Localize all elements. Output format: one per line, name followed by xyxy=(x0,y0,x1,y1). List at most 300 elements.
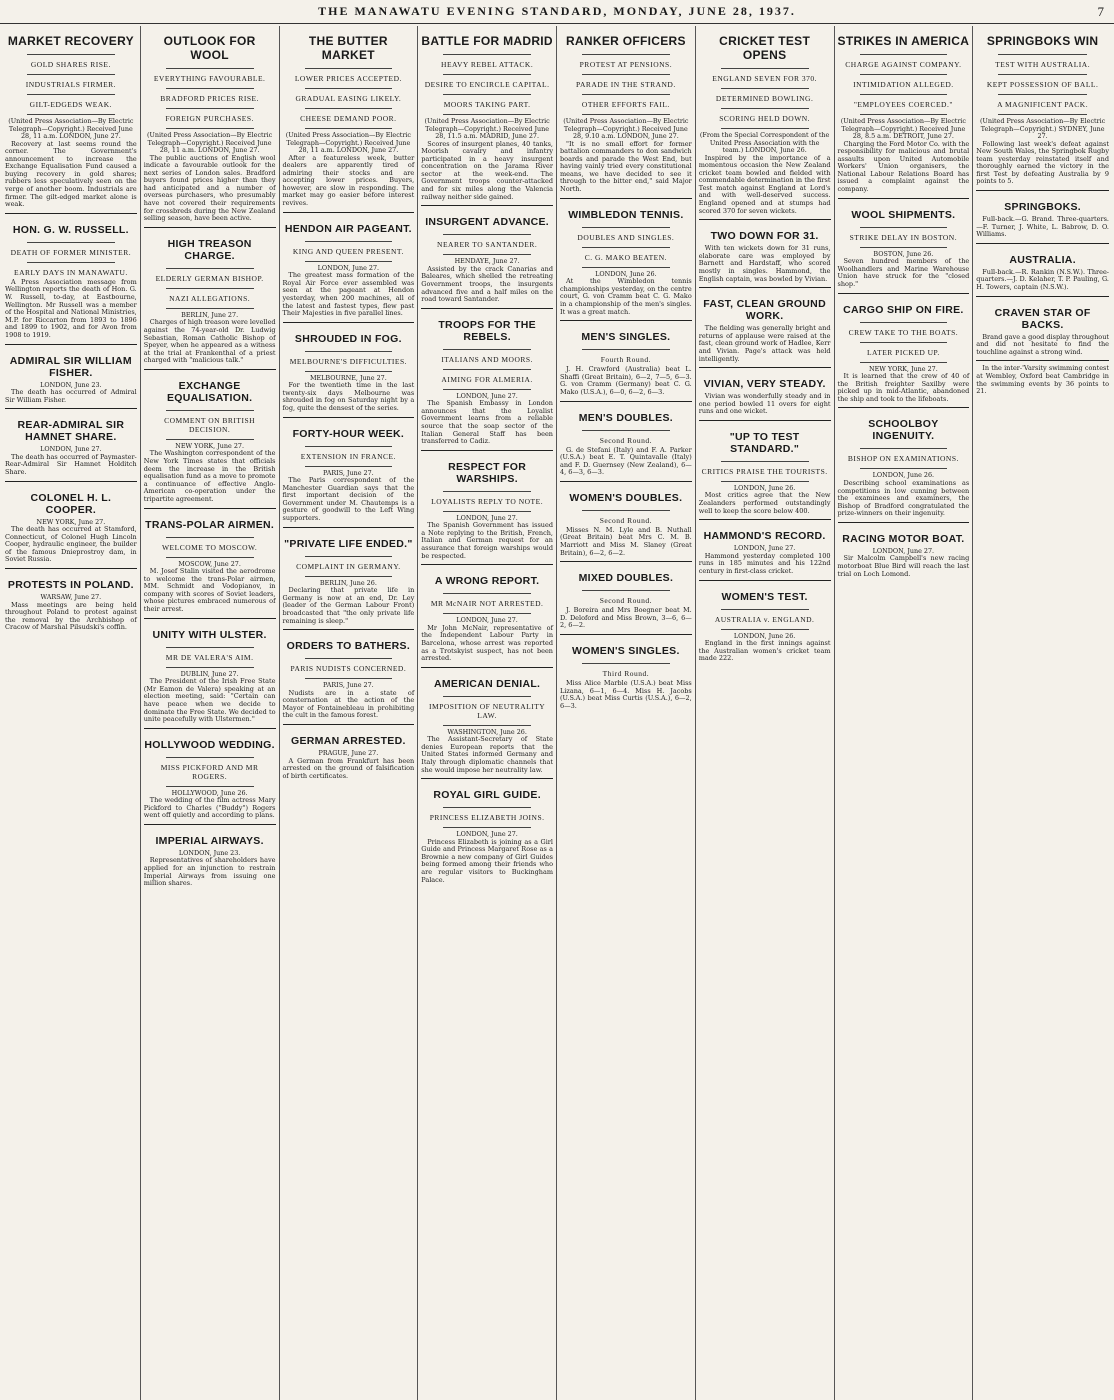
column-divider xyxy=(976,243,1109,244)
divider xyxy=(443,94,531,95)
subheadline: GILT-EDGEDS WEAK. xyxy=(29,100,113,109)
subheadline: AIMING FOR ALMERIA. xyxy=(441,374,533,384)
column-divider xyxy=(144,824,276,825)
article-body: J. H. Crawford (Australia) beat L. Shaffi (Great Britain), 6—2, 7—5, 6—3. G. von Cramm (Germany) beat C. G. Mako (U.S.A.), 6—0, 6—2, 6—3. xyxy=(560,365,692,396)
divider xyxy=(443,827,531,828)
article xyxy=(560,316,692,396)
column-divider xyxy=(560,481,692,482)
page-number: 7 xyxy=(1097,3,1104,19)
article-body: In the inter-'Varsity swimming contest at Wembley, Oxford beat Cambridge in the swimming events by 36 points to 21. xyxy=(976,364,1109,396)
dateline: MELBOURNE, June 27. xyxy=(309,373,387,382)
column-divider xyxy=(144,369,276,370)
article xyxy=(421,663,553,774)
divider xyxy=(166,410,254,411)
divider xyxy=(305,556,393,557)
headline: CRAVEN STAR OF BACKS. xyxy=(994,306,1091,331)
article-body: Miss Alice Marble (U.S.A.) beat Miss Lizana, 6—1, 6—4. Miss H. Jacobs (U.S.A.) beat Miss Curtis (U.S.A.), 6—2, 6—3. xyxy=(560,679,692,710)
headline: COLONEL H. L. COOPER. xyxy=(30,491,112,516)
dateline: LONDON, June 27. xyxy=(456,830,518,839)
subheadline: LOWER PRICES ACCEPTED. xyxy=(294,74,402,83)
article xyxy=(283,523,415,625)
article xyxy=(283,625,415,720)
divider xyxy=(27,242,115,243)
article xyxy=(283,413,415,523)
article xyxy=(976,26,1109,186)
divider xyxy=(860,54,948,55)
divider xyxy=(582,94,670,95)
column-divider xyxy=(699,519,831,520)
divider xyxy=(860,227,948,228)
article xyxy=(838,289,970,404)
article xyxy=(144,820,276,888)
article xyxy=(560,194,692,316)
article xyxy=(699,215,831,283)
article xyxy=(421,446,553,560)
headline: REAR-ADMIRAL SIR HAMNET SHARE. xyxy=(17,419,125,444)
article xyxy=(5,26,137,209)
divider xyxy=(582,54,670,55)
divider xyxy=(305,446,393,447)
article xyxy=(283,208,415,318)
headline: WOOL SHIPMENTS. xyxy=(851,208,956,221)
subheadline: PROTEST AT PENSIONS. xyxy=(579,60,673,69)
headline: WOMEN'S SINGLES. xyxy=(572,645,680,658)
article-body: The Washington correspondent of the New York Times states that officials deem the increase in the British equalisation fund as a move to promote a continuance of effective Anglo-American co-operation under the tripartite agreement. xyxy=(143,449,276,503)
divider xyxy=(27,74,115,75)
divider xyxy=(305,88,393,89)
divider xyxy=(166,557,254,558)
article-body: The fielding was generally bright and returns of applause were raised at the fast, clean ground work of Hadlee, Kerr and Vivian. Page's attack was held intelligently. xyxy=(698,324,831,363)
news-column-7 xyxy=(835,26,974,1400)
column-divider xyxy=(283,322,415,323)
article-body: A Press Association message from Wellington reports the death of Hon. G. W. Russell, to-day, at Eastbourne, Wellington. Mr Russell was a member of the Hospital and National Ministries, M.P. for Riccarton from 1893 to 1896 and 1899 to 1902, and for Avon from 1908 to 1919. xyxy=(5,277,137,339)
divider xyxy=(860,74,948,75)
divider xyxy=(721,629,809,630)
article xyxy=(699,283,831,363)
column-divider xyxy=(5,344,137,345)
article-body: The public auctions of English wool indicate a favourable outlook for the next series of London sales. Bradford buyers found prices higher than they had anticipated and a number of overseas purchasers, who presumably have not covered their requirements for crossbreds during the New Zealand selling season, have been active. xyxy=(143,153,276,223)
divider xyxy=(305,241,393,242)
article xyxy=(144,614,276,724)
headline: FORTY-HOUR WEEK. xyxy=(292,427,405,440)
article-body: G. de Stefani (Italy) and F. A. Parker (U.S.A.) beat E. T. Quintavalle (Italy) and F. D. Guernsey (New Zealand), 6—4, 6—3, 6—3. xyxy=(560,445,692,477)
dateline: MOSCOW, June 27. xyxy=(178,559,241,568)
article-body: A German from Frankfurt has been arrested on the ground of falsification of birth certificates. xyxy=(282,756,415,780)
article xyxy=(5,209,137,340)
subheadline: Third Round. xyxy=(602,669,650,679)
article xyxy=(5,564,137,632)
dateline: (United Press Association—By Electric Telegraph—Copyright.) Received June 28, 11 a.m. LONDON, June 27. xyxy=(146,131,273,154)
divider xyxy=(582,247,670,248)
headline: SPRINGBOKS WIN xyxy=(986,34,1099,48)
subheadline: INDUSTRIALS FIRMER. xyxy=(25,80,117,89)
divider xyxy=(860,342,948,343)
column-divider xyxy=(838,293,970,294)
news-column-4 xyxy=(418,26,557,1400)
article-body: Nudists are in a state of consternation at the action of the Mayor of Fontainebleau in prohibiting the cult in the famous forest. xyxy=(282,688,415,720)
article xyxy=(144,26,276,223)
dateline: LONDON, June 27. xyxy=(456,391,518,400)
column-divider xyxy=(838,407,970,408)
subheadline: EARLY DAYS IN MANAWATU. xyxy=(13,267,128,277)
dateline: LONDON, June 26. xyxy=(733,483,796,492)
dateline: LONDON, June 27. xyxy=(40,445,102,454)
article-body: The death has occurred of Admiral Sir William Fisher. xyxy=(5,388,137,404)
news-columns xyxy=(2,26,1112,1400)
divider xyxy=(582,227,670,228)
divider xyxy=(860,247,948,248)
news-column-5 xyxy=(557,26,696,1400)
dateline: HENDAYE, June 27. xyxy=(454,257,520,266)
headline: VIVIAN, VERY STEADY. xyxy=(703,378,826,391)
column-divider xyxy=(144,508,276,509)
subheadline: COMPLAINT IN GERMANY. xyxy=(296,561,401,571)
column-divider xyxy=(699,580,831,581)
subheadline: EXTENSION IN FRANCE. xyxy=(300,451,396,461)
article xyxy=(560,26,692,194)
divider xyxy=(443,369,531,370)
divider xyxy=(860,448,948,449)
headline: OUTLOOK FOR WOOL xyxy=(163,34,256,62)
dateline: LONDON, June 27. xyxy=(456,616,518,625)
divider xyxy=(582,267,670,268)
article xyxy=(699,363,831,416)
headline: GERMAN ARRESTED. xyxy=(291,735,406,747)
divider xyxy=(582,430,670,431)
divider xyxy=(860,322,948,323)
divider xyxy=(166,308,254,309)
article-body: Following last week's defeat against New South Wales, the Springbok Rugby team yesterday reinstated itself and thoroughly earned the victory in the first Test by defeating Australia by 9 points to 5. xyxy=(976,139,1109,186)
column-divider xyxy=(144,618,276,619)
headline: AUSTRALIA. xyxy=(1009,253,1076,266)
divider xyxy=(721,481,809,482)
headline: RACING MOTOR BOAT. xyxy=(842,532,965,545)
article-body: Inspired by the importance of a momentous occasion the New Zealand cricket team bowled and fielded with commendable determination in the first Test match against England at Lord's and with well-deserved success. England opened and at stumps had scored 370 for seven wickets. xyxy=(698,153,831,215)
article-body: The Spanish Embassy in London announces that the Loyalist Government learns from a reliable source that the soap sector of the Italian General Staff has been transferred to Cadiz. xyxy=(421,399,553,446)
divider xyxy=(443,234,531,235)
headline: TWO DOWN FOR 31. xyxy=(710,230,819,243)
divider xyxy=(166,68,254,69)
article xyxy=(838,194,970,289)
column-divider xyxy=(560,320,692,321)
dateline: LONDON, June 27. xyxy=(733,544,796,553)
headline: AMERICAN DENIAL. xyxy=(433,677,541,690)
subheadline: Second Round. xyxy=(599,515,653,525)
article-body: Declaring that private life in Germany is now at an end, Dr. Ley (leader of the German Labour Front) broadcasted that "the only private life remaining is sleep." xyxy=(282,586,415,625)
dateline: (United Press Association—By Electric Telegraph—Copyright.) Received June 28, 11 a.m. LONDON, June 27. xyxy=(285,131,412,154)
article-body: "It is no small effort for former battalion commanders to don sandwich boards and parade the West End, but having vainly tried every constitutional means, we have decided to see it through to the bitter end," said Major North. xyxy=(560,139,692,194)
headline: EXCHANGE EQUALISATION. xyxy=(166,379,253,404)
article-body: M. Josef Stalin visited the aerodrome to welcome the trans-Polar airmen, MM. Schmidt and Vodopianov, in company with scores of Soviet leaders, whose pictures embraced numerous of their arrest. xyxy=(143,567,276,614)
article xyxy=(838,518,970,578)
subheadline: NAZI ALLEGATIONS. xyxy=(169,293,251,303)
dateline: LONDON, June 26. xyxy=(733,631,796,640)
divider xyxy=(582,590,670,591)
article-body: Princess Elizabeth is joining as a Girl Guide and Princess Margaret Rose as a Brownie a new company of Girl Guides being formed among their friends who are regular visitors to Buckingham Palace. xyxy=(421,837,553,884)
column-divider xyxy=(283,527,415,528)
article-body: Misses N. M. Lyle and B. Nuthall (Great Britain) beat Mrs C. M. B. Marriott and Miss M. Slaney (Great Britain), 6—2, 6—2. xyxy=(560,525,692,557)
article-body: The wedding of the film actress Mary Pickford to Charles ("Buddy") Rogers went off quietly and according to plans. xyxy=(143,796,276,820)
article xyxy=(699,576,831,663)
headline: STRIKES IN AMERICA xyxy=(837,34,970,48)
subheadline: MR DE VALERA'S AIM. xyxy=(165,652,254,662)
dateline: WASHINGTON, June 26. xyxy=(447,727,527,736)
article xyxy=(5,340,137,405)
subheadline: CHARGE AGAINST COMPANY. xyxy=(845,60,962,69)
column-divider xyxy=(5,481,137,482)
article-body: Hammond yesterday completed 100 runs in 185 minutes and his 122nd century in first-class cricket. xyxy=(698,551,831,575)
divider xyxy=(305,466,393,467)
column-divider xyxy=(5,408,137,409)
divider xyxy=(860,362,948,363)
divider xyxy=(305,371,393,372)
divider xyxy=(582,510,670,511)
divider xyxy=(443,613,531,614)
divider xyxy=(27,94,115,95)
subheadline: KEPT POSSESSION OF BALL. xyxy=(986,80,1099,89)
divider xyxy=(443,725,531,726)
article-body: Most critics agree that the New Zealanders performed outstandingly well to keep the score below 400. xyxy=(698,491,831,515)
divider xyxy=(443,696,531,697)
column-divider xyxy=(283,417,415,418)
masthead xyxy=(0,0,1114,24)
column-divider xyxy=(838,522,970,523)
divider xyxy=(998,114,1087,115)
subheadline: GRADUAL EASING LIKELY. xyxy=(295,94,402,103)
article xyxy=(421,201,553,303)
headline: A WRONG REPORT. xyxy=(434,575,540,588)
dateline: PRAGUE, June 27. xyxy=(318,749,379,757)
dateline: (United Press Association—By Electric Telegraph—Copyright.) Received June 28, 8.5 a.m. DETROIT, June 27. xyxy=(840,117,967,140)
news-column-1 xyxy=(2,26,141,1400)
article xyxy=(838,403,970,517)
subheadline: A MAGNIFICENT PACK. xyxy=(997,100,1089,109)
dateline: LONDON, June 23. xyxy=(178,848,241,857)
headline: RANKER OFFICERS xyxy=(565,34,686,48)
headline: "UP TO TEST STANDARD." xyxy=(729,430,800,455)
subheadline: GOLD SHARES RISE. xyxy=(30,60,111,69)
article-body: Full-back.—R. Rankin (N.S.W.). Three-quarters.—J. D. Kelaher, T. P. Pauling, G. H. Towers, captain (N.S.W.). xyxy=(976,267,1109,292)
subheadline: AUSTRALIA v. ENGLAND. xyxy=(714,614,815,624)
article xyxy=(838,26,970,194)
article-body: The Assistant-Secretary of State denies European reports that the United States informed Germany and Italy through diplomatic channels that she would impose her neutrality law. xyxy=(421,735,553,774)
headline: ROYAL GIRL GUIDE. xyxy=(433,789,541,802)
subheadline: ITALIANS AND MOORS. xyxy=(441,354,533,364)
divider xyxy=(305,68,393,69)
article-body: Brand gave a good display throughout and did not hesitate to find the touchline against a strong wind. xyxy=(976,332,1109,356)
headline: TRANS-POLAR AIRMEN. xyxy=(145,518,275,531)
headline: UNITY WITH ULSTER. xyxy=(152,628,267,641)
article-body: The death has occurred at Stamford, Connecticut, of Colonel Hugh Lincoln Cooper, hydraulic engineer, the builder of the famous Dnieprostroy dam, in Soviet Russia. xyxy=(5,525,137,564)
divider xyxy=(582,74,670,75)
dateline: LONDON, June 27. xyxy=(872,546,935,555)
article xyxy=(283,720,415,780)
article xyxy=(560,630,692,710)
article xyxy=(699,515,831,575)
dateline: LONDON, June 27. xyxy=(456,513,518,522)
divider xyxy=(166,108,254,109)
column-divider xyxy=(421,667,553,668)
headline: RESPECT FOR WARSHIPS. xyxy=(448,460,527,485)
divider xyxy=(305,261,393,262)
column-divider xyxy=(976,360,1109,361)
article xyxy=(976,292,1109,357)
subheadline: MELBOURNE'S DIFFICULTIES. xyxy=(289,356,408,366)
subheadline: Second Round. xyxy=(599,596,653,606)
divider xyxy=(443,491,531,492)
article xyxy=(144,223,276,365)
subheadline: COMMENT ON BRITISH DECISION. xyxy=(164,415,256,434)
column-divider xyxy=(283,724,415,725)
divider xyxy=(443,807,531,808)
divider xyxy=(166,786,254,787)
subheadline: INTIMIDATION ALLEGED. xyxy=(853,80,954,89)
dateline: (From the Special Correspondent of the United Press Association with the team.) LONDON, June 26. xyxy=(699,131,830,154)
headline: CRICKET TEST OPENS xyxy=(719,34,811,62)
dateline: WARSAW, June 27. xyxy=(40,593,102,602)
subheadline: Fourth Round. xyxy=(600,355,651,365)
divider xyxy=(166,537,254,538)
column-divider xyxy=(699,367,831,368)
article-body: Sir Malcolm Campbell's new racing motorboat Blue Bird will reach the last trial on Loch Lomond. xyxy=(837,554,970,578)
dateline: (United Press Association—By Electric Telegraph—Copyright.) SYDNEY, June 27. xyxy=(979,117,1106,140)
subheadline: C. G. MAKO BEATEN. xyxy=(584,252,668,262)
article-body: Full-back.—G. Brand. Three-quarters.—F. Turner, J. White, L. Babrow, D. O. Williams. xyxy=(976,215,1109,239)
headline: TROOPS FOR THE REBELS. xyxy=(438,318,536,343)
divider xyxy=(305,128,393,129)
divider xyxy=(443,74,531,75)
headline: HENDON AIR PAGEANT. xyxy=(284,222,412,235)
column-divider xyxy=(976,296,1109,297)
article-body: Assisted by the crack Canarias and Baleares, which shelled the retreating Government troops, the insurgents advanced five and a half miles on the road toward Santander. xyxy=(421,264,553,304)
column-divider xyxy=(421,778,553,779)
divider xyxy=(443,254,531,255)
article-body: The Paris correspondent of the Manchester Guardian says that the first important decision of the Government under M. Chautemps is a gesture of goodwill to the Left Wing supporters. xyxy=(282,476,415,523)
subheadline: HEAVY REBEL ATTACK. xyxy=(441,60,534,69)
article xyxy=(421,774,553,884)
headline: WIMBLEDON TENNIS. xyxy=(568,208,684,221)
article xyxy=(144,724,276,820)
subheadline: IMPOSITION OF NEUTRALITY LAW. xyxy=(429,701,546,720)
dateline: NEW YORK, June 27. xyxy=(36,517,106,526)
article-body: Representatives of shareholders have applied for an injunction to restrain Imperial Airways from issuing one million shares. xyxy=(143,856,276,888)
divider xyxy=(860,114,948,115)
headline: ORDERS TO BATHERS. xyxy=(286,640,411,653)
divider xyxy=(305,351,393,352)
article xyxy=(560,397,692,477)
dateline: LONDON, June 23. xyxy=(40,380,102,389)
subheadline: MISS PICKFORD AND MR ROGERS. xyxy=(160,762,259,781)
article xyxy=(144,504,276,614)
column-divider xyxy=(421,205,553,206)
divider xyxy=(166,439,254,440)
subheadline: DESIRE TO ENCIRCLE CAPITAL. xyxy=(424,80,550,89)
article xyxy=(976,186,1109,239)
divider xyxy=(998,74,1087,75)
column-divider xyxy=(5,568,137,569)
subheadline: "EMPLOYEES COERCED." xyxy=(853,100,953,109)
divider xyxy=(27,114,115,115)
subheadline: DOUBLES AND SINGLES. xyxy=(577,232,675,242)
divider xyxy=(860,468,948,469)
dateline: LONDON, June 26. xyxy=(872,471,935,480)
dateline: NEW YORK, June 27. xyxy=(869,364,938,373)
divider xyxy=(721,88,809,89)
article-body: Recovery at last seems round the corner. The Government's announcement to increase the Exchange Equalisation Fund caused a buying recovery in gold shares; rubbers less speculatively seen on the verge of another boom. Industrials are firmer. The gilt-edged market alone is weak. xyxy=(5,139,137,209)
subheadline: LATER PICKED UP. xyxy=(866,347,940,357)
divider xyxy=(582,349,670,350)
article-body: It is learned that the crew of 40 of the British freighter Saxilby were picked up in mid-Atlantic, abandoned the ship and took to the lifeboats. xyxy=(837,372,970,403)
divider xyxy=(443,389,531,390)
article-body: Seven hundred members of the Woolhandlers and Marine Warehouse Union have struck for the "closed shop." xyxy=(837,257,970,288)
dateline: BERLIN, June 27. xyxy=(181,310,239,319)
column-divider xyxy=(560,634,692,635)
article xyxy=(421,304,553,446)
divider xyxy=(443,511,531,512)
column-divider xyxy=(838,198,970,199)
headline: MARKET RECOVERY xyxy=(7,34,134,48)
column-divider xyxy=(421,450,553,451)
divider xyxy=(860,94,948,95)
article-body: Mr John McNair, representative of the Independent Labour Party in Barcelona, whose arrest was reported as a Trotskyist suspect, has not been arrested. xyxy=(421,623,553,663)
divider xyxy=(305,108,393,109)
divider xyxy=(305,658,393,659)
article xyxy=(560,477,692,557)
subheadline: Second Round. xyxy=(599,435,653,445)
headline: FAST, CLEAN GROUND WORK. xyxy=(703,298,826,323)
column-divider xyxy=(144,227,276,228)
subheadline: ENGLAND SEVEN FOR 370. xyxy=(712,74,817,83)
article-body: The President of the Irish Free State (Mr Eamon de Valera) speaking at an election meeting, said: "Certain can have peace when we decide to dominate the Free State. We decided to unite peacefully with Ulstermen." xyxy=(143,677,276,724)
column-divider xyxy=(283,629,415,630)
subheadline: LOYALISTS REPLY TO NOTE. xyxy=(431,496,544,506)
article-body: J. Boreira and Mrs Boegner beat M. D. Deloford and Miss Brown, 3—6, 6—2, 6—2. xyxy=(560,606,692,630)
column-divider xyxy=(421,308,553,309)
news-column-6 xyxy=(696,26,835,1400)
divider xyxy=(443,349,531,350)
column-divider xyxy=(5,213,137,214)
divider xyxy=(721,609,809,610)
dateline: HOLLYWOOD, June 26. xyxy=(171,788,248,797)
article-body: Vivian was wonderfully steady and in one period bowled 11 overs for eight runs and one wicket. xyxy=(698,392,831,416)
headline: MEN'S SINGLES. xyxy=(581,331,671,344)
headline: "PRIVATE LIFE ENDED." xyxy=(284,537,413,550)
article-body: Charging the Ford Motor Co. with the responsibility for malicious and brutal assaults upon United Automobile Workers' Union organisers, the National Labour Relations Board has issued a complaint against the company. xyxy=(837,139,970,194)
dateline: NEW YORK, June 27. xyxy=(175,441,244,450)
subheadline: STRIKE DELAY IN BOSTON. xyxy=(849,232,958,242)
dateline: LONDON, June 26. xyxy=(595,269,657,278)
article-body: The greatest mass formation of the Royal Air Force ever assembled was seen at the pageant at Hendon yesterday, when 200 machines, all of the latest and fastest types, flew past Their Majesties in five parallel lines. xyxy=(282,271,415,318)
subheadline: MR McNAIR NOT ARRESTED. xyxy=(430,599,544,609)
article xyxy=(421,560,553,662)
subheadline: MOORS TAKING PART. xyxy=(443,100,531,109)
divider xyxy=(721,68,809,69)
subheadline: CHEESE DEMAND POOR. xyxy=(300,114,397,123)
subheadline: KING AND QUEEN PRESENT. xyxy=(292,246,404,256)
article xyxy=(699,26,831,215)
column-divider xyxy=(699,219,831,220)
article-body: With ten wickets down for 31 runs, elaborate care was employed by Barnett and Hardstaff, who scored mostly in singles. Hammond, the English captain, was bowled by Vivian. xyxy=(698,244,831,283)
headline: HON. G. W. RUSSELL. xyxy=(12,223,129,236)
divider xyxy=(166,667,254,668)
subheadline: PARADE IN THE STRAND. xyxy=(576,80,676,89)
article-body: After a featureless week, butter dealers are apparently tired of admiring their stocks and are accepting lower prices. Buyers, however, are slow in responding. The market may go easier before interest revives. xyxy=(282,153,415,208)
subheadline: PARIS NUDISTS CONCERNED. xyxy=(290,664,407,674)
dateline: LONDON, June 27. xyxy=(317,263,380,272)
dateline: DUBLIN, June 27. xyxy=(180,669,239,678)
dateline: BOSTON, June 26. xyxy=(873,249,934,258)
headline: SPRINGBOKS. xyxy=(1004,201,1082,214)
